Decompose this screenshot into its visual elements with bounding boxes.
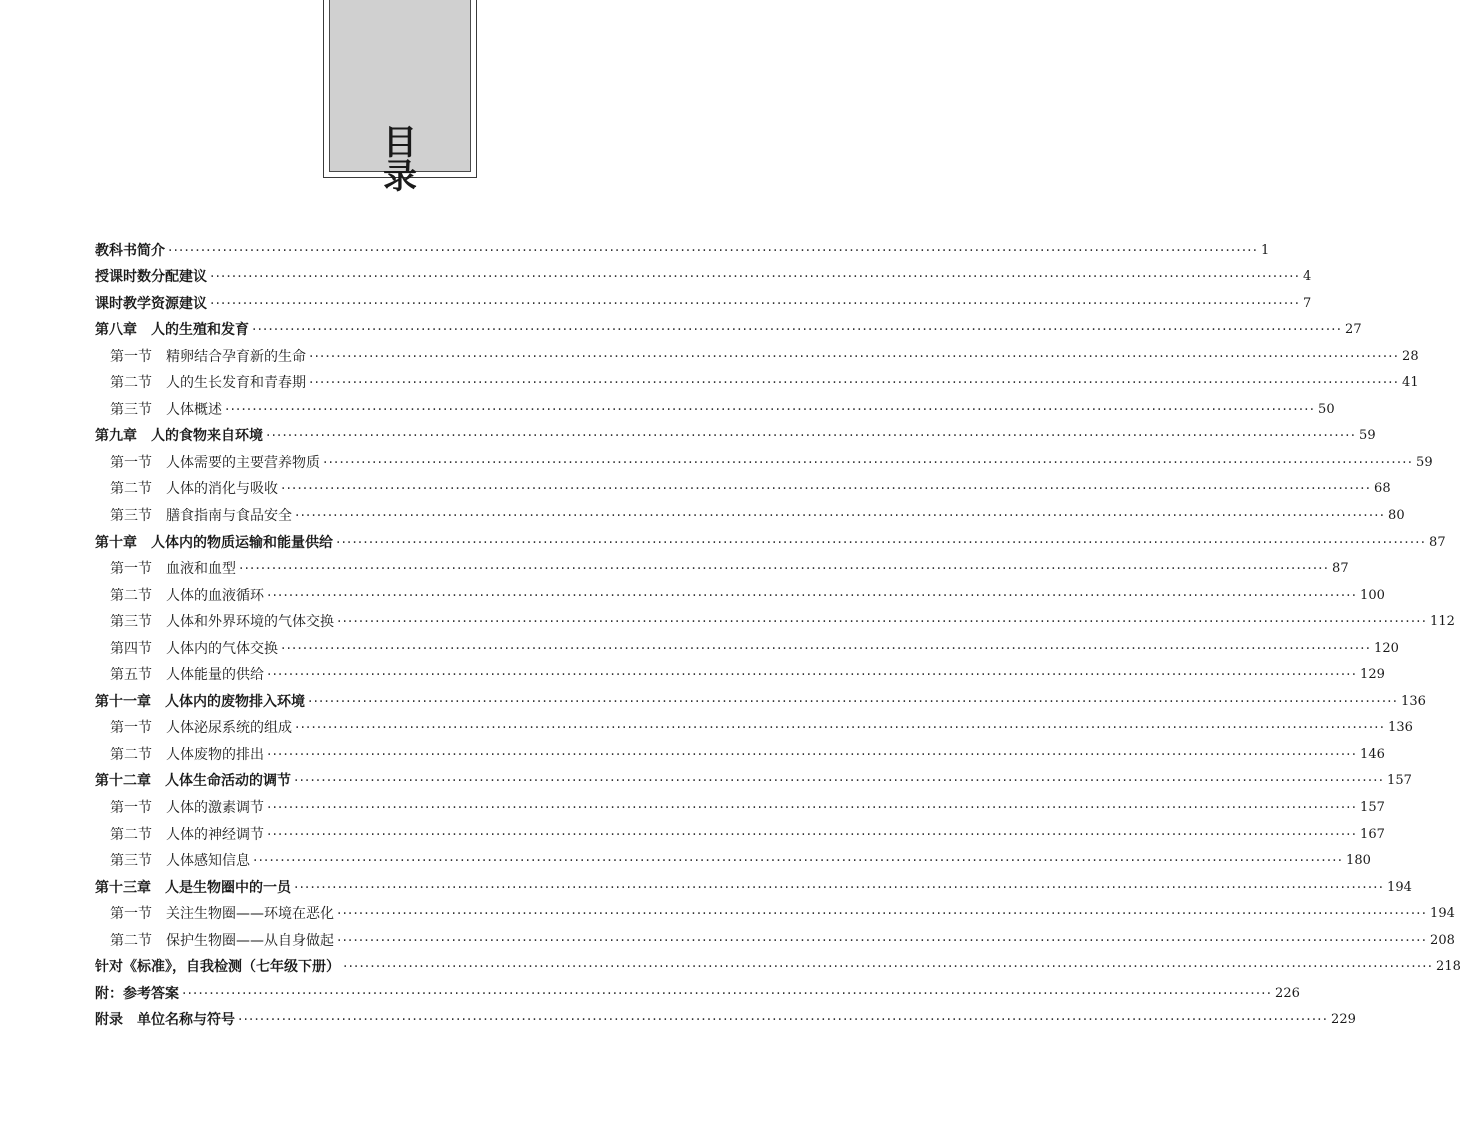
- toc-entry-page-number: 157: [1360, 800, 1385, 816]
- toc-entry-title: 第八章 人的生殖和发育: [95, 322, 249, 339]
- toc-entry-title: 第三节 膳食指南与食品安全: [110, 508, 292, 525]
- toc-entry-title: 第一节 血液和血型: [110, 561, 236, 578]
- toc-entry[interactable]: [95, 605, 1455, 632]
- toc-entry-title: 第三节 人体感知信息: [110, 853, 250, 870]
- toc-entry-page-number: 229: [1331, 1012, 1356, 1028]
- dot-leader: ········································································································································································································: [295, 720, 1386, 737]
- toc-entry-page-number: 68: [1374, 481, 1391, 497]
- toc-entry[interactable]: [95, 950, 1461, 977]
- page-title: 目 录: [383, 123, 445, 197]
- toc-entry-title: 第十一章 人体内的废物排入环境: [95, 693, 305, 710]
- toc-entry-title: 教科书简介: [95, 242, 165, 259]
- toc-entry-title: 第一节 人体需要的主要营养物质: [110, 454, 320, 471]
- dot-leader: ········································································································································································································: [252, 322, 1343, 339]
- toc-entry-title: 第五节 人体能量的供给: [110, 667, 264, 684]
- toc-entry-title: 第二节 人体废物的排出: [110, 746, 264, 763]
- toc-entry-page-number: 180: [1346, 853, 1371, 869]
- toc-entry-title: 授课时数分配建议: [95, 269, 207, 286]
- dot-leader: ········································································································································································································: [238, 1012, 1329, 1029]
- toc-entry-page-number: 226: [1275, 985, 1300, 1001]
- toc-entry-title: 第一节 精卵结合孕育新的生命: [110, 348, 306, 365]
- title-tab: [323, 0, 477, 197]
- toc-entry-title: 附：参考答案: [95, 985, 179, 1002]
- toc-entry-page-number: 50: [1318, 401, 1335, 417]
- toc-entry[interactable]: [95, 764, 1412, 791]
- dot-leader: ········································································································································································································: [309, 375, 1400, 392]
- toc-entry-page-number: 4: [1303, 269, 1312, 285]
- toc-entry-page-number: 27: [1345, 322, 1362, 338]
- toc-entry-page-number: 194: [1430, 906, 1455, 922]
- toc-entry-page-number: 1: [1261, 242, 1270, 258]
- toc-entry-page-number: 59: [1416, 454, 1433, 470]
- dot-leader: ········································································································································································································: [281, 481, 1372, 498]
- toc-entry[interactable]: [95, 392, 1335, 419]
- toc-entry-title: 第十三章 人是生物圈中的一员: [95, 879, 291, 896]
- dot-leader: ········································································································································································································: [337, 906, 1428, 923]
- dot-leader: ········································································································································································································: [266, 428, 1357, 445]
- toc-entry-page-number: 28: [1402, 348, 1419, 364]
- toc-entry-title: 第二节 人的生长发育和青春期: [110, 375, 306, 392]
- toc-entry-page-number: 112: [1430, 614, 1455, 630]
- toc-entry-title: 附录 单位名称与符号: [95, 1012, 235, 1029]
- dot-leader: ········································································································································································································: [308, 693, 1399, 710]
- toc-entry[interactable]: [95, 578, 1385, 605]
- dot-leader: ········································································································································································································: [267, 667, 1358, 684]
- toc-entry[interactable]: [95, 790, 1385, 817]
- toc-entry-page-number: 87: [1429, 534, 1446, 550]
- toc-entry[interactable]: [95, 631, 1399, 658]
- dot-leader: ········································································································································································································: [168, 242, 1259, 259]
- toc-entry[interactable]: [95, 976, 1300, 1003]
- toc-entry[interactable]: [95, 844, 1371, 871]
- toc-entry-title: 第一节 人体泌尿系统的组成: [110, 720, 292, 737]
- toc-entry[interactable]: [95, 870, 1412, 897]
- toc-entry-page-number: 7: [1303, 295, 1312, 311]
- dot-leader: ········································································································································································································: [267, 587, 1358, 604]
- toc-entry[interactable]: [95, 1003, 1356, 1030]
- toc-entry-page-number: 218: [1436, 959, 1461, 975]
- toc-entry-page-number: 208: [1430, 932, 1455, 948]
- toc-entry-title: 第一节 关注生物圈——环境在恶化: [110, 906, 334, 923]
- dot-leader: ········································································································································································································: [323, 454, 1414, 471]
- toc-entry-title: 第二节 人体的消化与吸收: [110, 481, 278, 498]
- toc-entry[interactable]: [95, 923, 1455, 950]
- toc-entry-title: 第三节 人体和外界环境的气体交换: [110, 614, 334, 631]
- toc-entry-page-number: 87: [1332, 561, 1349, 577]
- toc-entry-title: 第一节 人体的激素调节: [110, 800, 264, 817]
- toc-entry-page-number: 146: [1360, 746, 1385, 762]
- dot-leader: ········································································································································································································: [337, 614, 1428, 631]
- toc-entry-page-number: 129: [1360, 667, 1385, 683]
- toc-entry-title: 课时教学资源建议: [95, 295, 207, 312]
- toc-entry[interactable]: [95, 419, 1376, 446]
- toc-entry-title: 第二节 人体的神经调节: [110, 826, 264, 843]
- dot-leader: ········································································································································································································: [267, 746, 1358, 763]
- dot-leader: ········································································································································································································: [210, 269, 1301, 286]
- dot-leader: ········································································································································································································: [267, 800, 1358, 817]
- dot-leader: ········································································································································································································: [267, 826, 1358, 843]
- dot-leader: ········································································································································································································: [210, 295, 1301, 312]
- toc-entry[interactable]: [95, 472, 1391, 499]
- toc-entry-page-number: 59: [1359, 428, 1376, 444]
- toc-entry-title: 第十章 人体内的物质运输和能量供给: [95, 534, 333, 551]
- toc-entry-page-number: 80: [1388, 508, 1405, 524]
- toc-entry-title: 第二节 人体的血液循环: [110, 587, 264, 604]
- toc-entry[interactable]: [95, 260, 1312, 287]
- dot-leader: ········································································································································································································: [239, 561, 1330, 578]
- toc-entry[interactable]: [95, 684, 1426, 711]
- toc-entry-title: 第九章 人的食物来自环境: [95, 428, 263, 445]
- dot-leader: ········································································································································································································: [182, 985, 1273, 1002]
- toc-entry[interactable]: [95, 525, 1446, 552]
- dot-leader: ········································································································································································································: [281, 640, 1372, 657]
- toc-entry[interactable]: [95, 233, 1270, 260]
- dot-leader: ········································································································································································································: [225, 401, 1316, 418]
- toc-entry[interactable]: [95, 897, 1455, 924]
- toc-entry-page-number: 167: [1360, 826, 1385, 842]
- dot-leader: ········································································································································································································: [343, 959, 1434, 976]
- dot-leader: ········································································································································································································: [295, 508, 1386, 525]
- toc-entry-page-number: 136: [1401, 693, 1426, 709]
- toc-entry-title: 第二节 保护生物圈——从自身做起: [110, 932, 334, 949]
- dot-leader: ········································································································································································································: [294, 773, 1385, 790]
- dot-leader: ········································································································································································································: [309, 348, 1400, 365]
- dot-leader: ········································································································································································································: [336, 534, 1427, 551]
- toc-entry-page-number: 41: [1402, 375, 1419, 391]
- toc-entry[interactable]: [95, 552, 1349, 579]
- toc-entry[interactable]: [95, 445, 1433, 472]
- dot-leader: ········································································································································································································: [294, 879, 1385, 896]
- toc-entry-page-number: 136: [1388, 720, 1413, 736]
- dot-leader: ········································································································································································································: [253, 853, 1344, 870]
- toc-entry-page-number: 120: [1374, 640, 1399, 656]
- toc-entry[interactable]: [95, 286, 1312, 313]
- toc-entry[interactable]: [95, 366, 1419, 393]
- toc-entry-page-number: 157: [1387, 773, 1412, 789]
- toc-entry-page-number: 100: [1360, 587, 1385, 603]
- toc-entry[interactable]: [95, 498, 1405, 525]
- toc-entry[interactable]: [95, 313, 1362, 340]
- toc-entry-title: 第三节 人体概述: [110, 401, 222, 418]
- toc-entry[interactable]: [95, 711, 1413, 738]
- dot-leader: ········································································································································································································: [337, 932, 1428, 949]
- toc-entry[interactable]: [95, 817, 1385, 844]
- toc-entry[interactable]: [95, 658, 1385, 685]
- toc-entry-page-number: 194: [1387, 879, 1412, 895]
- toc-entry[interactable]: [95, 339, 1419, 366]
- toc-entry-title: 针对《标准》，自我检测（七年级下册）: [95, 959, 340, 976]
- toc-entry-title: 第四节 人体内的气体交换: [110, 640, 278, 657]
- table-of-contents: [95, 233, 1461, 1029]
- toc-entry-title: 第十二章 人体生命活动的调节: [95, 773, 291, 790]
- toc-entry[interactable]: [95, 737, 1385, 764]
